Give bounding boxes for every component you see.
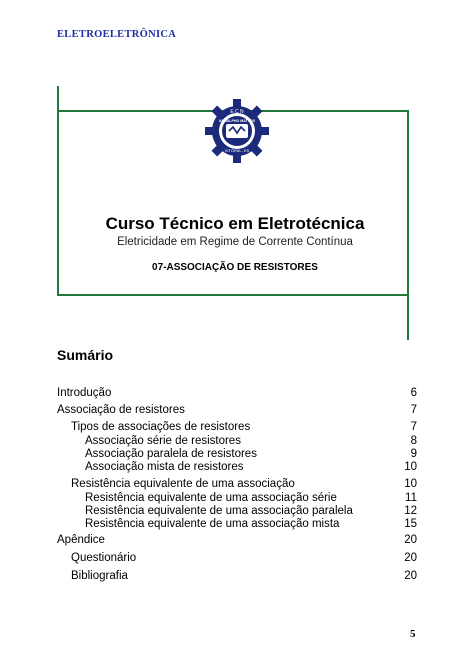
toc-entry-resistencia-equivalente[interactable]	[57, 477, 417, 491]
page-number: 5	[410, 628, 416, 640]
toc-entry-label: Tipos de associações de resistores	[71, 421, 251, 433]
toc-entry-resistencia-serie[interactable]	[57, 491, 417, 505]
toc-entry-label: Resistência equivalente de uma associação série	[85, 492, 337, 504]
course-subtitle: Eletricidade em Regime de Corrente Contínua	[117, 236, 353, 248]
toc-entry-associacao-paralela[interactable]	[57, 447, 417, 461]
toc-entry-apendice[interactable]	[57, 533, 417, 547]
toc-entry-questionario[interactable]	[57, 551, 417, 565]
toc-entry-label: Associação série de resistores	[85, 435, 241, 447]
toc-entry-page: 20	[404, 570, 417, 582]
toc-entry-associacao-de-resistores[interactable]	[57, 403, 417, 417]
toc-entry-label: Questionário	[71, 552, 137, 564]
toc-entry-page: 7	[410, 404, 417, 416]
frame-bottom-line	[57, 294, 409, 296]
toc-entry-page: 12	[404, 505, 417, 517]
toc-entry-page: 20	[404, 552, 417, 564]
logo-top-text: E C N	[230, 109, 244, 115]
toc-entry-page: 8	[410, 435, 417, 447]
toc-entry-label: Associação paralela de resistores	[85, 448, 257, 460]
toc-entry-tipos-de-associacoes[interactable]	[57, 420, 417, 434]
toc-heading: Sumário	[57, 347, 114, 363]
toc-entry-resistencia-paralela[interactable]	[57, 504, 417, 518]
chapter-title: 07-ASSOCIAÇÃO DE RESISTORES	[152, 262, 318, 273]
toc-entry-page: 15	[404, 518, 417, 530]
course-title: Curso Técnico em Eletrotécnica	[105, 214, 365, 233]
toc-entry-label: Associação mista de resistores	[85, 461, 244, 473]
toc-entry-label: Bibliografia	[71, 570, 128, 582]
toc-entry-bibliografia[interactable]	[57, 569, 417, 583]
toc-entry-label: Resistência equivalente de uma associação paralela	[85, 505, 353, 517]
toc-entry-label: Introdução	[57, 387, 112, 399]
toc-entry-page: 7	[410, 421, 417, 433]
toc-entry-associacao-mista[interactable]	[57, 460, 417, 474]
toc-entry-label: Resistência equivalente de uma associação mista	[85, 518, 340, 530]
toc-entry-page: 10	[404, 461, 417, 473]
toc-entry-page: 6	[410, 387, 417, 399]
toc-entry-associacao-serie[interactable]	[57, 434, 417, 448]
toc-entry-page: 20	[404, 534, 417, 546]
toc-entry-page: 11	[405, 492, 417, 504]
gear-emblem-icon	[204, 98, 270, 164]
toc-entry-resistencia-mista[interactable]	[57, 517, 417, 531]
toc-entry-label: Resistência equivalente de uma associação	[71, 478, 295, 490]
toc-entry-label: Associação de resistores	[57, 404, 185, 416]
running-header: ELETROELETRÔNICA	[57, 29, 177, 40]
school-logo	[204, 98, 270, 164]
logo-bottom-text: VITÓRIA - ES	[224, 148, 250, 153]
toc-entry-label: Apêndice	[57, 534, 105, 546]
toc-entry-page: 10	[404, 478, 417, 490]
toc-entry-introducao[interactable]	[57, 386, 417, 400]
toc-entry-page: 9	[410, 448, 417, 460]
logo-ring-text: ARNULPHO MATTOS	[218, 119, 256, 123]
